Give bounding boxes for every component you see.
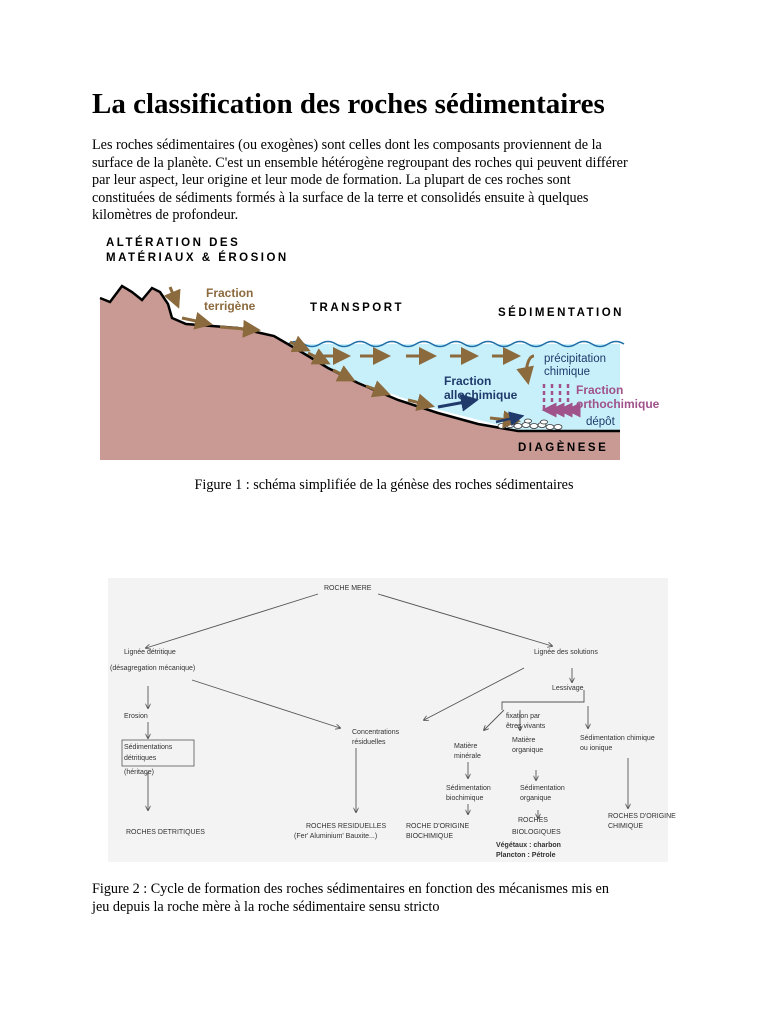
label-precipitation-2: chimique [544,366,591,378]
figure-2-caption-line: Figure 2 : Cycle de formation des roches sédimentaires en fonction des mécanismes mis en [92,881,609,897]
label-diagenese: DIAGÈNESE [518,442,609,454]
sed-organique-2: organique [520,795,552,802]
sed-chimique-1: Sédimentation chimique [580,735,655,742]
intro-line: par leur aspect, leur origine et leur mode de formation. La plupart de ces roches sont [92,172,571,188]
label-fraction-terrigene-1: Fraction [206,286,254,300]
erosion: Erosion [124,713,148,720]
concentrations-2: résiduelles [352,739,386,746]
roches-detritiques: ROCHES DETRITIQUES [126,829,205,836]
figure-1-caption: Figure 1 : schéma simplifiée de la génèse des roches sédimentaires [194,477,574,493]
label-transport: TRANSPORT [310,302,405,314]
heritage: (héritage) [124,769,154,776]
label-fraction-orthochimique-2: orthochimique [576,397,660,411]
roches-residuelles: ROCHES RESIDUELLES [306,823,387,830]
label-fraction-orthochimique-1: Fraction [576,383,624,397]
label-fraction-terrigene-2: terrigène [204,299,256,313]
label-depot: dépôt [586,416,615,428]
figure-2-caption-line: jeu depuis la roche mère à la roche sédimentaire sensu stricto [92,898,440,915]
vegetaux: Végétaux : charbon [496,842,561,849]
lessivage: Lessivage [552,685,584,692]
lignee-detritique: Lignée détritique [124,649,176,656]
page-title: La classification des roches sédimentaires [92,88,605,120]
plancton: Plancton : Pétrole [496,852,556,859]
fixation-2: êtres vivants [506,723,546,730]
roches-biologiques-1: ROCHES [518,817,548,824]
intro-line: constituées de sédiments formés à la surface de la terre et consolidés ensuite à quelques [92,189,589,206]
roches-chimique-1: ROCHES D'ORIGINE [608,813,676,820]
sed-detritiques-1: Sédimentations [124,744,173,751]
figure-1-diagram [98,232,660,462]
sed-biochimique-1: Sédimentation [446,785,491,792]
label-sedimentation: SÉDIMENTATION [498,307,624,319]
matiere-minerale-2: minérale [454,753,481,760]
label-alteration-2: MATÉRIAUX & ÉROSION [106,252,289,264]
desagregation: (désagregation mécanique) [110,665,196,672]
matiere-organique-1: Matière [512,737,536,744]
sed-detritiques-2: détritiques [124,755,157,762]
figure-2-bottom-notes [108,840,668,862]
figure-2-caption [92,881,692,916]
label-alteration-1: ALTÉRATION DES [106,237,241,249]
roche-mere: ROCHE MERE [324,585,372,592]
roche-biochimique-1: ROCHE D'ORIGINE [406,823,470,830]
intro-line: Les roches sédimentaires (ou exogènes) sont celles dont les composants proviennent de la [92,137,602,153]
label-precipitation-1: précipitation [544,353,607,365]
matiere-minerale-1: Matière [454,743,478,750]
intro-line: kilomètres de profondeur. [92,207,239,223]
figure-2-diagram [108,578,676,840]
sed-organique-1: Sédimentation [520,785,565,792]
concentrations-1: Concentrations [352,729,400,736]
intro-line: surface de la planète. C'est un ensemble hétérogène regroupant des roches qui peuvent différer [92,154,628,171]
roches-biologiques-2: BIOLOGIQUES [512,829,561,836]
lignee-solutions: Lignée des solutions [534,649,598,656]
sed-chimique-2: ou ionique [580,745,613,752]
label-fraction-allochimique-1: Fraction [444,374,492,388]
fixation-1: fixation par [506,713,541,720]
matiere-organique-2: organique [512,747,544,754]
intro-paragraph [92,137,684,225]
residuelles-examples: (Fer' Aluminium' Bauxite...) [294,833,378,840]
roche-biochimique-2: BIOCHIMIQUE [406,833,454,840]
label-fraction-allochimique-2: allochimique [444,388,518,402]
sed-biochimique-2: biochimique [446,795,484,802]
roches-chimique-2: CHIMIQUE [608,823,643,830]
